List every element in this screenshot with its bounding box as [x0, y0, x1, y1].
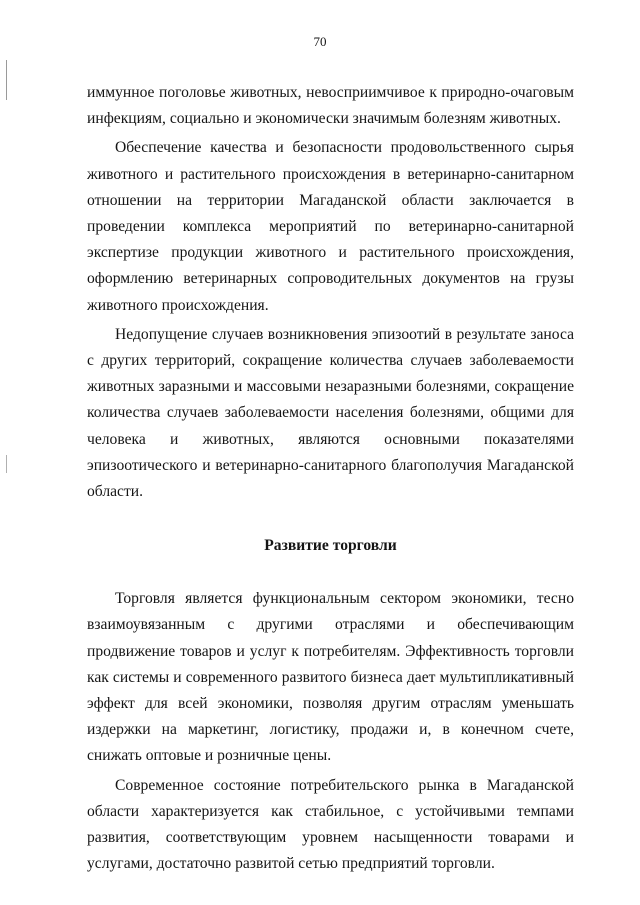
page-number: 70	[313, 34, 327, 49]
paragraph: Торговля является функциональным сектором экономики, тесно взаимоувязанным с другими отраслями и обеспечивающим продвижение товаров и услуг к потребителям. Эффективность торговли как системы и современного развитого бизнеса дает мультипликативный эффект для всей экономики, позволяя другим отраслям уменьшать издержки на маркетинг, логистику, продажи и, в конечном счете, снижать оптовые и розничные цены.	[87, 590, 574, 765]
scan-edge-mark	[6, 455, 7, 473]
paragraph: Недопущение случаев возникновения эпизоотий в результате заноса с других территорий, сокращение количества случаев заболеваемости животных заразными и массовыми незаразными болезнями, сокращение количества случаев заболеваемости населения болезнями, общими для человека и животных, являются основными показателями эпизоотического и ветеринарно-санитарного благополучия Магаданской области.	[87, 325, 574, 501]
document-body	[87, 80, 574, 877]
paragraph: иммунное поголовье животных, невосприимчивое к природно-очаговым инфекциям, социально и экономически значимым болезням животных.	[87, 84, 574, 128]
scan-edge-mark	[6, 60, 7, 100]
paragraph: Современное состояние потребительского рынка в Магаданской области характеризуется как стабильное, с устойчивыми темпами развития, соответствующим уровнем насыщенности товарами и услугами, достаточно развитой сетью предприятий торговли.	[87, 776, 574, 873]
paragraph: Обеспечение качества и безопасности продовольственного сырья животного и растительного происхождения в ветеринарно-санитарном отношении на территории Магаданской области заключается в проведении комплекса мероприятий по ветеринарно-санитарной экспертизе продукции животного и растительного происхождения, оформлению ветеринарных сопроводительных документов на грузы животного происхождения.	[87, 139, 574, 314]
section-heading: Развитие торговли	[264, 537, 397, 555]
